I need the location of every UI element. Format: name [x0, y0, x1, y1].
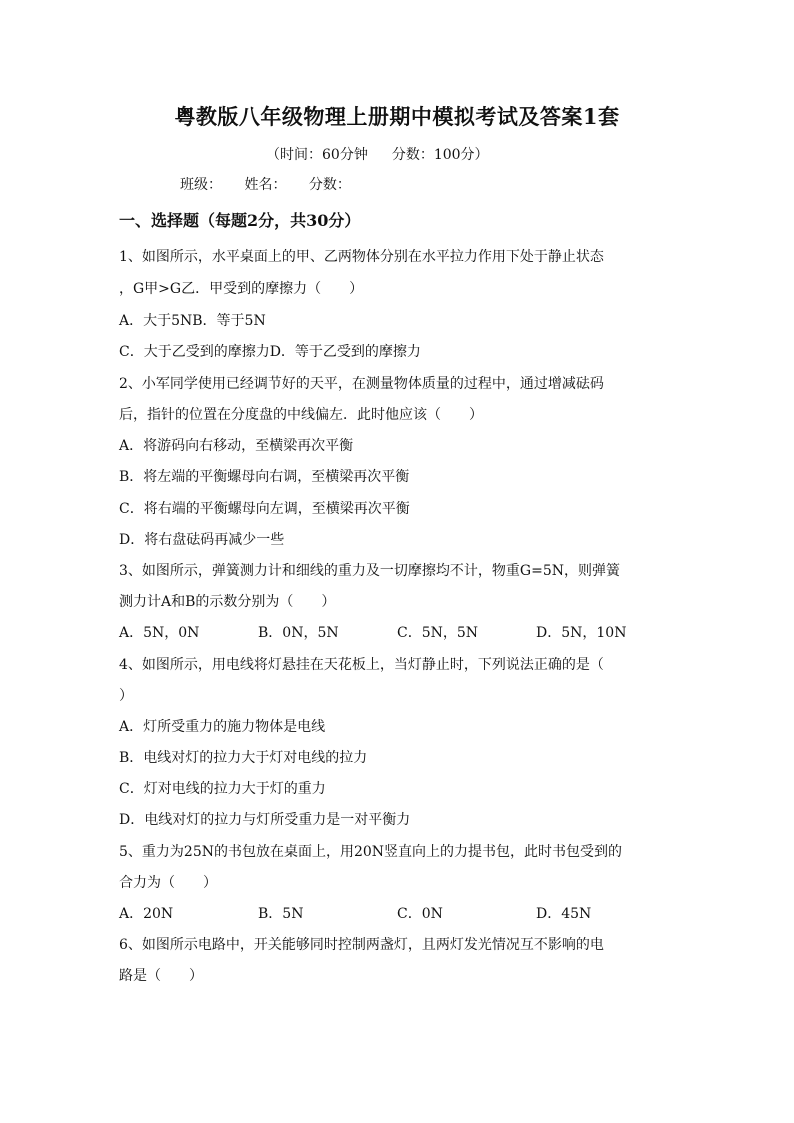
question-6-line-1: 6、如图所示电路中，开关能够同时控制两盏灯，且两灯发光情况互不影响的电 [119, 937, 604, 953]
document-title: 粤教版八年级物理上册期中模拟考试及答案1套 [174, 104, 620, 129]
question-3-option-d: D．5N，10N [536, 625, 627, 641]
question-2-option-b: B．将左端的平衡螺母向右调，至横梁再次平衡 [119, 469, 410, 485]
class-label: 班级： [180, 177, 222, 193]
exam-time: （时间：60分钟 [266, 147, 368, 163]
student-info-line [180, 174, 351, 194]
question-3-options [119, 623, 675, 643]
question-4-option-c: C．灯对电线的拉力大于灯的重力 [119, 781, 326, 797]
question-1-line-1: 1、如图所示，水平桌面上的甲、乙两物体分别在水平拉力作用下处于静止状态 [119, 249, 604, 265]
exam-total-score: 分数：100分） [391, 147, 489, 163]
question-5-options [119, 904, 675, 924]
question-1-option-cd: C．大于乙受到的摩擦力D．等于乙受到的摩擦力 [119, 344, 421, 360]
question-3-option-c: C．5N，5N [397, 625, 479, 641]
question-2-line-2: 后，指针的位置在分度盘的中线偏左．此时他应该（ ） [119, 407, 483, 423]
question-2-option-c: C．将右端的平衡螺母向左调，至横梁再次平衡 [119, 501, 410, 517]
question-2-line-1: 2、小军同学使用已经调节好的天平，在测量物体质量的过程中，通过增减砝码 [119, 376, 604, 392]
question-4-option-a: A．灯所受重力的施力物体是电线 [119, 719, 326, 735]
question-1-option-ab: A．大于5NB．等于5N [119, 313, 266, 329]
question-5-line-1: 5、重力为25N的书包放在桌面上，用20N竖直向上的力提书包，此时书包受到的 [119, 844, 623, 860]
exam-meta [266, 144, 489, 164]
question-4-option-d: D．电线对灯的拉力与灯所受重力是一对平衡力 [119, 812, 411, 828]
question-2-option-a: A．将游码向右移动，至横梁再次平衡 [119, 438, 354, 454]
question-3-option-b: B．0N，5N [258, 625, 339, 641]
question-6-line-2: 路是（ ） [119, 968, 203, 984]
question-1-line-2: ，G甲>G乙．甲受到的摩擦力（ ） [119, 281, 364, 297]
question-3-option-a: A．5N，0N [119, 625, 200, 641]
question-3-line-1: 3、如图所示，弹簧测力计和细线的重力及一切摩擦均不计，物重G=5N，则弹簧 [119, 563, 620, 579]
question-5-line-2: 合力为（ ） [119, 875, 217, 891]
question-5-option-b: B．5N [258, 906, 304, 922]
name-label: 姓名： [244, 177, 287, 193]
question-4-line-1: 4、如图所示，用电线将灯悬挂在天花板上，当灯静止时，下列说法正确的是（ [119, 657, 604, 673]
question-5-option-d: D．45N [536, 906, 592, 922]
question-4-line-2: ） [119, 688, 133, 704]
score-label: 分数： [308, 177, 351, 193]
question-5-option-c: C．0N [397, 906, 443, 922]
question-2-option-d: D．将右盘砝码再减少一些 [119, 532, 285, 548]
section-heading-choice: 一、选择题（每题2分，共30分） [119, 211, 361, 230]
question-4-option-b: B．电线对灯的拉力大于灯对电线的拉力 [119, 750, 368, 766]
question-5-option-a: A．20N [119, 906, 174, 922]
question-3-line-2: 测力计A和B的示数分别为（ ） [119, 594, 336, 610]
